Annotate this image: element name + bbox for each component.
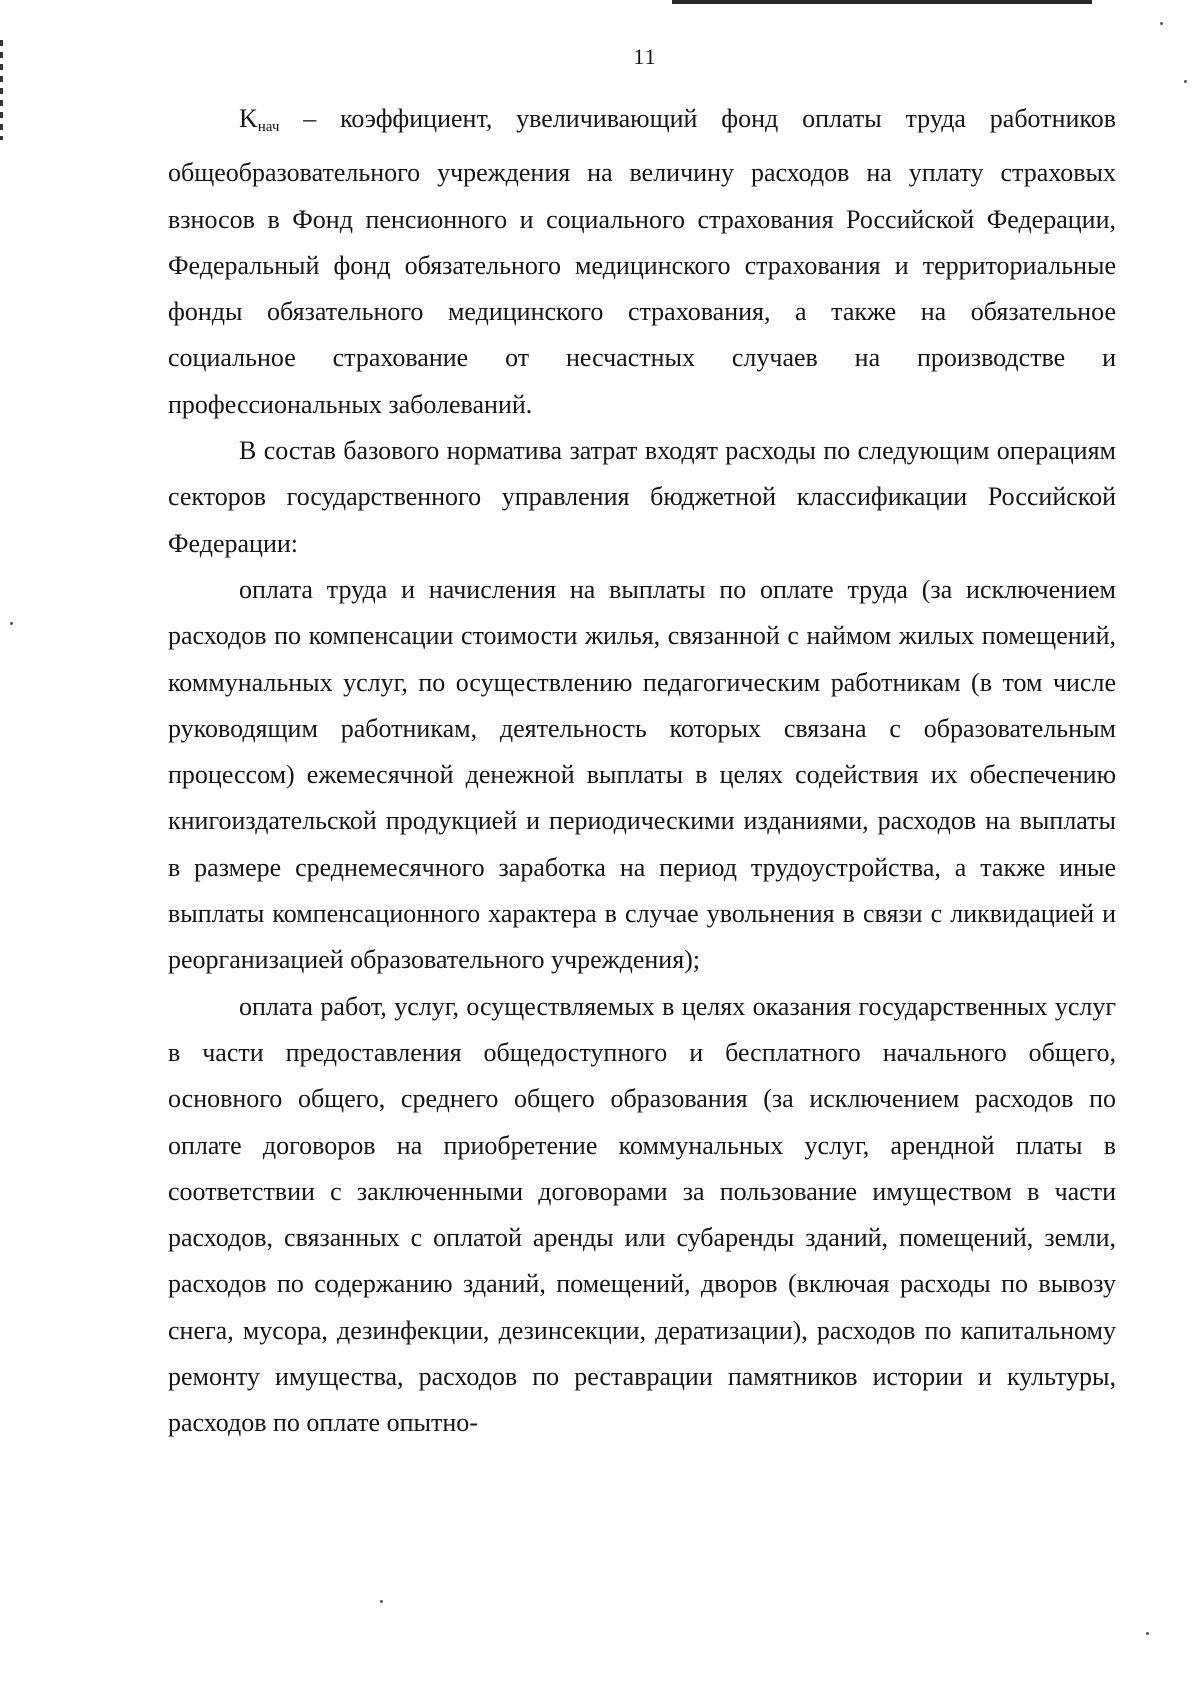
document-body [168,96,1116,1447]
coefficient-subscript: нач [257,119,280,135]
scan-speck [1184,80,1187,83]
page-number: 11 [633,44,657,69]
coefficient-symbol: K [239,104,258,133]
paragraph-labor-payment: оплата труда и начисления на выплаты по оплате труда (за исключением расходов по компенсации стоимости жилья, связанной с наймом жилых помещений, коммунальных услуг, по осуществлению педагогическим работникам (в том числе руководящим работникам, деятельность которых связана с образовательным процессом) ежемесячной денежной выплаты в целях содействия их обеспечению книгоиздательской продукцией и периодическими изданиями, расходов на выплаты в размере среднемесячного заработка на период трудоустройства, а также иные выплаты компенсационного характера в случае увольнения в связи с ликвидацией и реорганизацией образовательного учреждения); [168,574,1116,975]
scan-speck [10,622,13,625]
scan-speck [380,1600,383,1603]
paragraph-coefficient-definition [168,96,1116,428]
scan-top-border [672,0,1092,4]
coefficient-definition-text: – коэффициент, увеличивающий фонд оплаты труда работников общеобразовательного учреждения на величину расходов на уплату страховых взносов в Фонд пенсионного и социального страхования Российской Федерации, Федеральный фонд обязательного медицинского страхования и территориальные фонды обязательного медицинского страхования, а также на обязательное социальное страхование от несчастных случаев на производстве и профессиональных заболеваний. [168,104,1116,419]
scan-speck [1146,1632,1149,1635]
scan-speck [1160,22,1163,25]
paragraph-base-norm-composition: В состав базового норматива затрат входят расходы по следующим операциям секторов государственного управления бюджетной классификации Российской Федерации: [168,436,1116,558]
paragraph-works-services-payment: оплата работ, услуг, осуществляемых в целях оказания государственных услуг в части предоставления общедоступного и бесплатного начального общего, основного общего, среднего общего образования (за исключением расходов по оплате договоров на приобретение коммунальных услуг, арендной платы в соответствии с заключенными договорами за пользование имуществом в части расходов, связанных с оплатой аренды или субаренды зданий, помещений, земли, расходов по содержанию зданий, помещений, дворов (включая расходы по вывозу снега, мусора, дезинфекции, дезинсекции, дератизации), расходов по капитальному ремонту имущества, расходов по реставрации памятников истории и культуры, расходов по оплате опытно- [168,991,1116,1438]
